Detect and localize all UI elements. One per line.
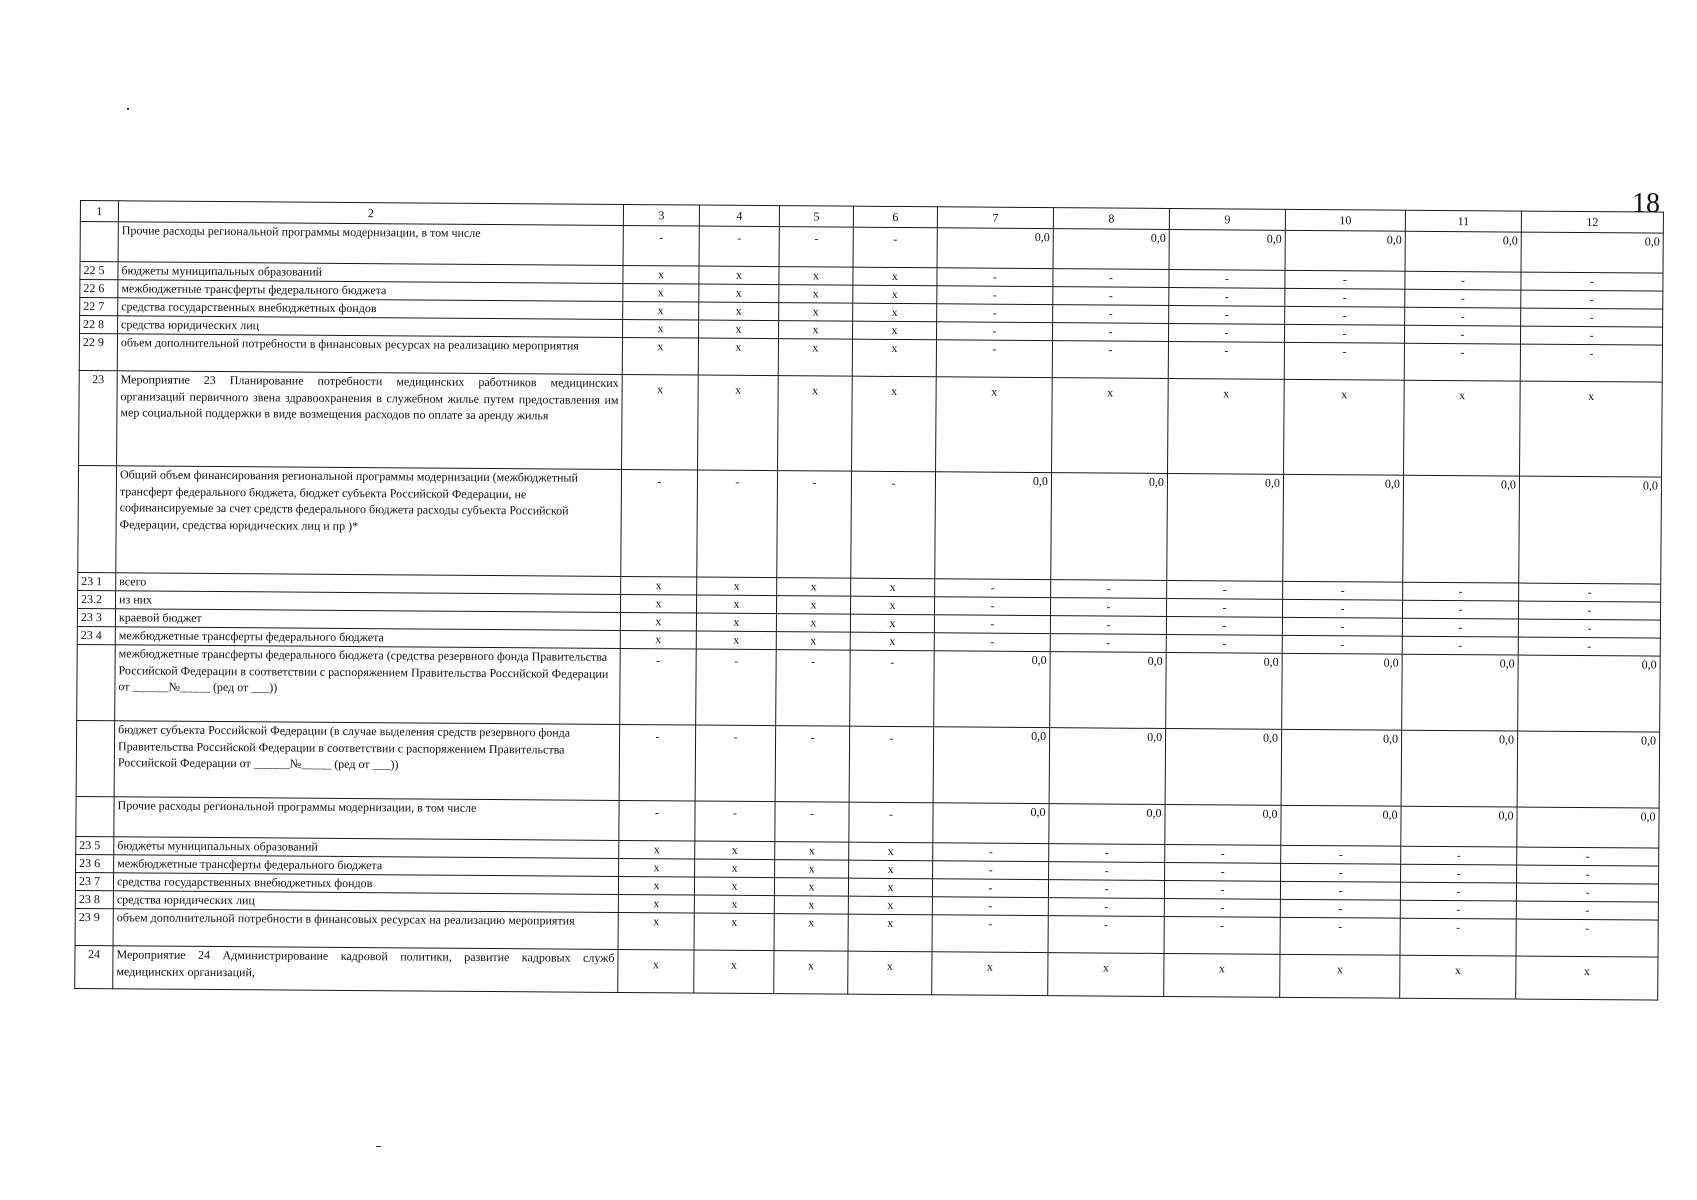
value-cell-col10: - (1285, 306, 1405, 325)
value-cell-col5: - (777, 471, 852, 579)
value-cell-col8: - (1053, 269, 1169, 288)
value-cell-col4: x (698, 375, 779, 471)
value-cell-col7: - (937, 286, 1053, 305)
header-cell: 1 (80, 201, 118, 222)
value-cell-col11: - (1402, 618, 1518, 637)
value-cell-col12: - (1516, 901, 1658, 920)
table-body (75, 201, 1664, 1001)
value-cell-col11: - (1404, 325, 1520, 344)
value-cell-col3: x (619, 858, 695, 877)
value-cell-col8: 0,0 (1050, 652, 1167, 729)
value-cell-col12: - (1516, 883, 1658, 902)
value-cell-col3: x (623, 301, 699, 320)
value-cell-col12: - (1520, 344, 1662, 382)
row-description-cell: всего (116, 573, 621, 595)
value-cell-col10: - (1284, 324, 1404, 343)
value-cell-col12: - (1520, 326, 1662, 345)
value-cell-col8: 0,0 (1049, 804, 1165, 845)
value-cell-col9: - (1167, 580, 1283, 599)
row-description-cell: краевой бюджет (115, 609, 620, 631)
value-cell-col9: - (1164, 898, 1280, 917)
value-cell-col6: x (848, 896, 932, 915)
value-cell-col3: x (623, 319, 699, 338)
value-cell-col12: - (1521, 290, 1663, 309)
value-cell-col8: - (1048, 916, 1164, 954)
row-description-cell: объем дополнительной потребности в финансовых ресурсах на реализацию мероприятия (113, 909, 618, 950)
value-cell-col10: - (1283, 581, 1403, 600)
value-cell-col5: x (774, 914, 848, 952)
value-cell-col4: x (699, 302, 779, 321)
row-number-cell (78, 465, 117, 572)
value-cell-col3: - (619, 724, 696, 801)
value-cell-col6: x (849, 842, 933, 861)
value-cell-col7: - (937, 268, 1053, 287)
value-cell-col11: - (1400, 918, 1516, 956)
value-cell-col3: x (623, 283, 699, 302)
value-cell-col6: - (851, 471, 936, 579)
header-cell: 5 (779, 206, 853, 228)
row-number-cell: 23 7 (75, 872, 113, 890)
table-row (79, 370, 1663, 477)
value-cell-col8: - (1053, 287, 1169, 306)
value-cell-col7: 0,0 (935, 472, 1052, 580)
value-cell-col3: - (620, 648, 697, 725)
value-cell-col4: x (699, 266, 779, 285)
value-cell-col10: 0,0 (1282, 653, 1403, 730)
value-cell-col7: - (936, 340, 1052, 378)
value-cell-col7: x (936, 377, 1053, 473)
value-cell-col10: - (1280, 881, 1400, 900)
value-cell-col12: - (1517, 865, 1659, 884)
row-description-cell: средства государственных внебюджетных фондов (113, 873, 618, 895)
value-cell-col9: 0,0 (1165, 804, 1281, 845)
value-cell-col7: 0,0 (933, 803, 1049, 844)
value-cell-col10: - (1280, 917, 1400, 955)
value-cell-col8: 0,0 (1049, 728, 1166, 805)
value-cell-col4: - (699, 226, 779, 267)
row-number-cell: 23 8 (75, 890, 113, 908)
header-cell: 6 (853, 206, 937, 228)
value-cell-col6: x (848, 951, 932, 995)
header-cell: 2 (118, 201, 623, 226)
value-cell-col8: - (1051, 580, 1167, 599)
value-cell-col8: - (1048, 880, 1164, 899)
value-cell-col11: - (1402, 636, 1518, 655)
value-cell-col3: x (618, 912, 694, 950)
value-cell-col8: - (1050, 616, 1166, 635)
value-cell-col8: - (1049, 862, 1165, 881)
value-cell-col12: x (1520, 381, 1663, 477)
value-cell-col5: x (776, 596, 850, 615)
value-cell-col12: - (1518, 637, 1660, 656)
value-cell-col8: - (1050, 634, 1166, 653)
value-cell-col5: x (778, 376, 853, 472)
value-cell-col11: - (1405, 271, 1521, 290)
value-cell-col3: x (620, 594, 696, 613)
value-cell-col4: x (694, 877, 774, 896)
value-cell-col5: x (774, 896, 848, 915)
value-cell-col8: - (1049, 844, 1165, 863)
value-cell-col6: x (852, 376, 937, 472)
value-cell-col6: x (853, 303, 937, 322)
value-cell-col10: x (1284, 379, 1405, 475)
financing-table (74, 200, 1664, 1001)
value-cell-col3: - (621, 469, 698, 577)
row-number-cell: 23 4 (77, 626, 115, 644)
value-cell-col9: 0,0 (1167, 473, 1284, 581)
table-row (78, 465, 1662, 584)
value-cell-col11: 0,0 (1401, 730, 1518, 807)
row-number-cell (76, 720, 115, 796)
value-cell-col9: - (1164, 916, 1280, 954)
value-cell-col10: 0,0 (1283, 474, 1404, 582)
header-cell: 11 (1405, 210, 1521, 232)
value-cell-col11: x (1400, 955, 1516, 999)
value-cell-col9: - (1164, 880, 1280, 899)
value-cell-col6: - (850, 650, 935, 727)
value-cell-col4: x (699, 284, 779, 303)
value-cell-col6: x (851, 578, 935, 597)
value-cell-col3: x (621, 576, 697, 595)
value-cell-col5: - (775, 802, 849, 843)
value-cell-col11: - (1405, 289, 1521, 308)
value-cell-col11: 0,0 (1405, 231, 1521, 272)
value-cell-col7: - (934, 597, 1050, 616)
value-cell-col6: - (853, 227, 937, 268)
value-cell-col3: - (623, 225, 699, 266)
value-cell-col7: - (937, 304, 1053, 323)
value-cell-col3: x (622, 374, 699, 470)
value-cell-col7: - (933, 843, 1049, 862)
value-cell-col3: x (620, 630, 696, 649)
value-cell-col4: - (696, 649, 777, 726)
row-description-cell: средства юридических лиц (118, 316, 623, 338)
value-cell-col10: - (1285, 270, 1405, 289)
value-cell-col7: - (936, 322, 1052, 341)
value-cell-col5: x (776, 614, 850, 633)
value-cell-col5: x (778, 339, 852, 377)
value-cell-col9: - (1165, 862, 1281, 881)
value-cell-col12: - (1517, 847, 1659, 866)
row-number-cell (76, 796, 114, 836)
header-cell: 9 (1169, 208, 1285, 230)
row-description-cell: средства юридических лиц (113, 891, 618, 913)
row-number-cell: 22 6 (80, 280, 118, 298)
value-cell-col7: - (934, 615, 1050, 634)
row-number-cell: 23.2 (78, 590, 116, 608)
value-cell-col10: - (1281, 845, 1401, 864)
value-cell-col12: 0,0 (1521, 232, 1663, 273)
value-cell-col8: - (1052, 341, 1168, 379)
value-cell-col5: x (779, 285, 853, 304)
value-cell-col10: x (1280, 954, 1400, 998)
value-cell-col10: - (1282, 635, 1402, 654)
value-cell-col9: - (1169, 305, 1285, 324)
value-cell-col11: x (1404, 380, 1521, 476)
table-row (77, 644, 1661, 732)
value-cell-col7: 0,0 (933, 727, 1050, 804)
value-cell-col6: x (850, 632, 934, 651)
value-cell-col6: x (853, 321, 937, 340)
value-cell-col12: 0,0 (1517, 807, 1659, 848)
value-cell-col12: - (1518, 619, 1660, 638)
value-cell-col5: - (776, 650, 851, 727)
value-cell-col10: - (1280, 899, 1400, 918)
value-cell-col9: - (1168, 323, 1284, 342)
scan-speck (127, 108, 129, 110)
value-cell-col3: x (620, 612, 696, 631)
value-cell-col10: - (1281, 863, 1401, 882)
row-number-cell: 22 9 (79, 334, 117, 371)
value-cell-col4: x (699, 320, 779, 339)
row-number-cell (77, 644, 116, 720)
value-cell-col3: x (622, 337, 698, 375)
value-cell-col7: - (935, 579, 1051, 598)
value-cell-col11: - (1400, 882, 1516, 901)
value-cell-col3: x (623, 265, 699, 284)
value-cell-col6: - (849, 726, 934, 803)
value-cell-col9: 0,0 (1165, 728, 1282, 805)
value-cell-col5: x (775, 860, 849, 879)
value-cell-col3: - (619, 800, 695, 841)
value-cell-col11: - (1401, 846, 1517, 865)
value-cell-col7: - (934, 633, 1050, 652)
value-cell-col6: x (848, 914, 932, 952)
value-cell-col4: - (695, 725, 776, 802)
value-cell-col6: x (849, 860, 933, 879)
value-cell-col12: x (1516, 956, 1658, 1000)
value-cell-col4: x (696, 613, 776, 632)
value-cell-col10: - (1284, 342, 1404, 380)
table-row (76, 720, 1660, 808)
value-cell-col8: - (1052, 323, 1168, 342)
value-cell-col6: x (850, 614, 934, 633)
value-cell-col11: - (1400, 900, 1516, 919)
value-cell-col5: x (779, 267, 853, 286)
value-cell-col10: 0,0 (1281, 729, 1402, 806)
row-description-cell: бюджеты муниципальных образований (114, 837, 619, 859)
value-cell-col5: x (774, 951, 848, 995)
value-cell-col7: 0,0 (937, 228, 1053, 269)
value-cell-col11: 0,0 (1403, 475, 1520, 583)
value-cell-col12: 0,0 (1518, 655, 1661, 732)
row-number-cell: 23 5 (76, 836, 114, 854)
value-cell-col9: - (1169, 287, 1285, 306)
value-cell-col9: - (1166, 634, 1282, 653)
value-cell-col3: x (618, 949, 694, 993)
value-cell-col5: - (775, 726, 850, 803)
value-cell-col7: 0,0 (934, 651, 1051, 728)
row-description-cell: Мероприятие 24 Администрирование кадровой политики, развитие кадровых служб медицинских организаций, (113, 946, 618, 993)
value-cell-col5: - (779, 227, 853, 268)
row-description-cell: Мероприятие 23 Планирование потребности медицинских работников медицинских организаций первичного звена здравоохранения в служебном жилье путем предоставления им мер социальной поддержки в виде возмещения расходов по оплате за аренду жилья (117, 371, 623, 470)
row-description-cell: межбюджетные трансферты федерального бюджета (114, 855, 619, 877)
value-cell-col9: 0,0 (1166, 652, 1283, 729)
row-number-cell: 23 6 (76, 854, 114, 872)
financing-table-container (74, 200, 1663, 1001)
page-number: 18 (1632, 188, 1660, 219)
value-cell-col9: - (1169, 269, 1285, 288)
value-cell-col11: 0,0 (1402, 654, 1519, 731)
row-description-cell: Прочие расходы региональной программы модернизации, в том числе (114, 797, 619, 841)
row-description-cell: Прочие расходы региональной программы модернизации, в том числе (118, 222, 623, 266)
value-cell-col8: - (1053, 305, 1169, 324)
value-cell-col5: x (776, 632, 850, 651)
value-cell-col9: - (1165, 844, 1281, 863)
value-cell-col4: x (695, 859, 775, 878)
value-cell-col5: x (774, 878, 848, 897)
row-number-cell: 23 3 (77, 608, 115, 626)
value-cell-col3: x (619, 840, 695, 859)
value-cell-col9: - (1166, 616, 1282, 635)
value-cell-col6: x (850, 596, 934, 615)
value-cell-col10: - (1285, 288, 1405, 307)
row-number-cell: 22 5 (80, 262, 118, 280)
value-cell-col10: - (1282, 617, 1402, 636)
value-cell-col5: x (775, 842, 849, 861)
value-cell-col9: - (1168, 341, 1284, 379)
row-number-cell: 22 7 (80, 298, 118, 316)
value-cell-col7: - (932, 915, 1048, 953)
value-cell-col9: x (1164, 953, 1280, 997)
row-description-cell: Общий объем финансирования региональной программы модернизации (межбюджетный трансферт федерального бюджета, бюджет субъекта Российской Федерации, не софинансируемые за счет средств федерального бюджета расходы субъекта Российской Федерации, средства юридических лиц и пр )* (116, 466, 622, 577)
header-cell: 4 (699, 205, 779, 227)
value-cell-col11: - (1403, 582, 1519, 601)
value-cell-col9: - (1166, 598, 1282, 617)
value-cell-col6: x (848, 878, 932, 897)
value-cell-col8: - (1050, 598, 1166, 617)
header-cell: 12 (1521, 211, 1663, 233)
value-cell-col11: - (1401, 864, 1517, 883)
value-cell-col7: - (932, 879, 1048, 898)
row-description-cell: бюджеты муниципальных образований (118, 262, 623, 284)
row-description-cell: межбюджетные трансферты федерального бюджета (115, 627, 620, 649)
value-cell-col5: x (779, 321, 853, 340)
value-cell-col7: - (932, 897, 1048, 916)
header-cell: 8 (1053, 208, 1169, 230)
value-cell-col3: x (618, 876, 694, 895)
header-cell: 7 (937, 207, 1053, 229)
value-cell-col12: - (1519, 583, 1661, 602)
header-cell: 10 (1285, 209, 1405, 231)
row-number-cell: 23 1 (78, 572, 116, 590)
value-cell-col6: x (852, 339, 936, 377)
value-cell-col3: x (618, 894, 694, 913)
value-cell-col12: - (1521, 272, 1663, 291)
value-cell-col12: - (1518, 601, 1660, 620)
value-cell-col8: x (1052, 378, 1169, 474)
value-cell-col9: x (1168, 378, 1285, 474)
value-cell-col10: 0,0 (1285, 230, 1405, 271)
value-cell-col4: x (694, 895, 774, 914)
row-description-cell: из них (116, 591, 621, 613)
row-number-cell: 23 9 (75, 908, 113, 945)
row-description-cell: бюджет субъекта Российской Федерации (в случае выделения средств резервного фонда Правительства Российской Федерации в соответствии с распоряжением Правительства Российской Федерации от ______№_____ (ред от ___)) (114, 721, 620, 801)
value-cell-col4: x (697, 577, 777, 596)
value-cell-col9: 0,0 (1169, 229, 1285, 270)
value-cell-col4: - (697, 470, 778, 578)
value-cell-col6: - (849, 802, 933, 843)
row-description-cell: межбюджетные трансферты федерального бюджета (средства резервного фонда Правительства Российской Федерации в соответствии с распоряжением Правительства Российской Федерации от ______№_____ (ред от ___)) (115, 645, 621, 725)
value-cell-col12: 0,0 (1517, 731, 1660, 808)
value-cell-col12: - (1516, 919, 1658, 957)
value-cell-col11: 0,0 (1401, 806, 1517, 847)
row-description-cell: объем дополнительной потребности в финансовых ресурсах на реализацию мероприятия (117, 334, 622, 375)
scan-speck (376, 1146, 381, 1147)
row-number-cell: 22 8 (80, 316, 118, 334)
value-cell-col10: - (1282, 599, 1402, 618)
value-cell-col11: - (1402, 600, 1518, 619)
value-cell-col4: - (695, 801, 775, 842)
row-number-cell: 24 (75, 945, 113, 988)
value-cell-col5: x (779, 303, 853, 322)
row-description-cell: межбюджетные трансферты федерального бюджета (118, 280, 623, 302)
value-cell-col8: 0,0 (1051, 473, 1168, 581)
value-cell-col12: - (1521, 308, 1663, 327)
value-cell-col4: x (696, 631, 776, 650)
value-cell-col4: x (698, 338, 778, 376)
value-cell-col7: - (933, 861, 1049, 880)
value-cell-col12: 0,0 (1519, 476, 1662, 584)
value-cell-col4: x (694, 913, 774, 951)
value-cell-col4: x (695, 841, 775, 860)
value-cell-col4: x (694, 950, 774, 994)
value-cell-col4: x (696, 595, 776, 614)
value-cell-col11: - (1404, 343, 1520, 381)
value-cell-col11: - (1405, 307, 1521, 326)
row-number-cell: 23 (79, 370, 118, 465)
value-cell-col7: x (932, 952, 1048, 996)
row-description-cell: средства государственных внебюджетных фондов (118, 298, 623, 320)
value-cell-col10: 0,0 (1281, 805, 1401, 846)
value-cell-col8: 0,0 (1053, 229, 1169, 270)
value-cell-col8: - (1048, 898, 1164, 917)
value-cell-col6: x (853, 267, 937, 286)
value-cell-col8: x (1048, 953, 1164, 997)
row-number-cell (80, 222, 118, 262)
header-cell: 3 (623, 204, 699, 226)
value-cell-col5: x (777, 578, 851, 597)
value-cell-col6: x (853, 285, 937, 304)
